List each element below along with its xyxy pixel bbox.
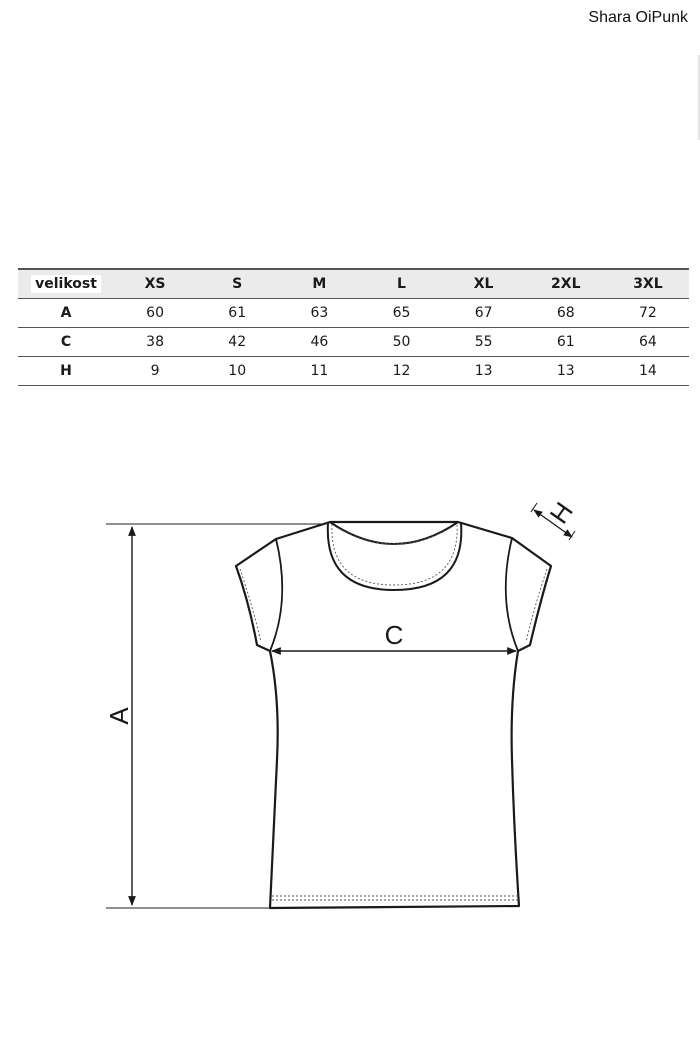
table-cell: 63 bbox=[278, 299, 360, 328]
size-header: 2XL bbox=[525, 269, 607, 299]
table-cell: 9 bbox=[114, 357, 196, 386]
row-label: A bbox=[18, 299, 114, 328]
table-cell: 60 bbox=[114, 299, 196, 328]
table-cell: 61 bbox=[196, 299, 278, 328]
table-cell: 38 bbox=[114, 328, 196, 357]
table-cell: 72 bbox=[607, 299, 689, 328]
size-header: XS bbox=[114, 269, 196, 299]
table-cell: 12 bbox=[360, 357, 442, 386]
table-cell: 10 bbox=[196, 357, 278, 386]
label-a: A bbox=[103, 707, 134, 725]
label-c: C bbox=[384, 619, 404, 650]
table-cell: 65 bbox=[360, 299, 442, 328]
table-cell: 68 bbox=[525, 299, 607, 328]
table-cell: 13 bbox=[525, 357, 607, 386]
row-label: H bbox=[18, 357, 114, 386]
size-header: M bbox=[278, 269, 360, 299]
table-cell: 64 bbox=[607, 328, 689, 357]
table-cell: 61 bbox=[525, 328, 607, 357]
size-header: XL bbox=[443, 269, 525, 299]
table-cell: 50 bbox=[360, 328, 442, 357]
size-header: S bbox=[196, 269, 278, 299]
table-cell: 42 bbox=[196, 328, 278, 357]
row-label: C bbox=[18, 328, 114, 357]
table-cell: 67 bbox=[443, 299, 525, 328]
size-header: L bbox=[360, 269, 442, 299]
size-header: 3XL bbox=[607, 269, 689, 299]
tshirt-outline bbox=[236, 522, 551, 908]
table-cell: 11 bbox=[278, 357, 360, 386]
table-cell: 14 bbox=[607, 357, 689, 386]
brand-name: Shara OiPunk bbox=[588, 9, 688, 26]
label-h: H bbox=[543, 496, 579, 530]
table-cell: 13 bbox=[443, 357, 525, 386]
table-cell: 46 bbox=[278, 328, 360, 357]
size-label: velikost bbox=[31, 275, 101, 293]
table-cell: 55 bbox=[443, 328, 525, 357]
